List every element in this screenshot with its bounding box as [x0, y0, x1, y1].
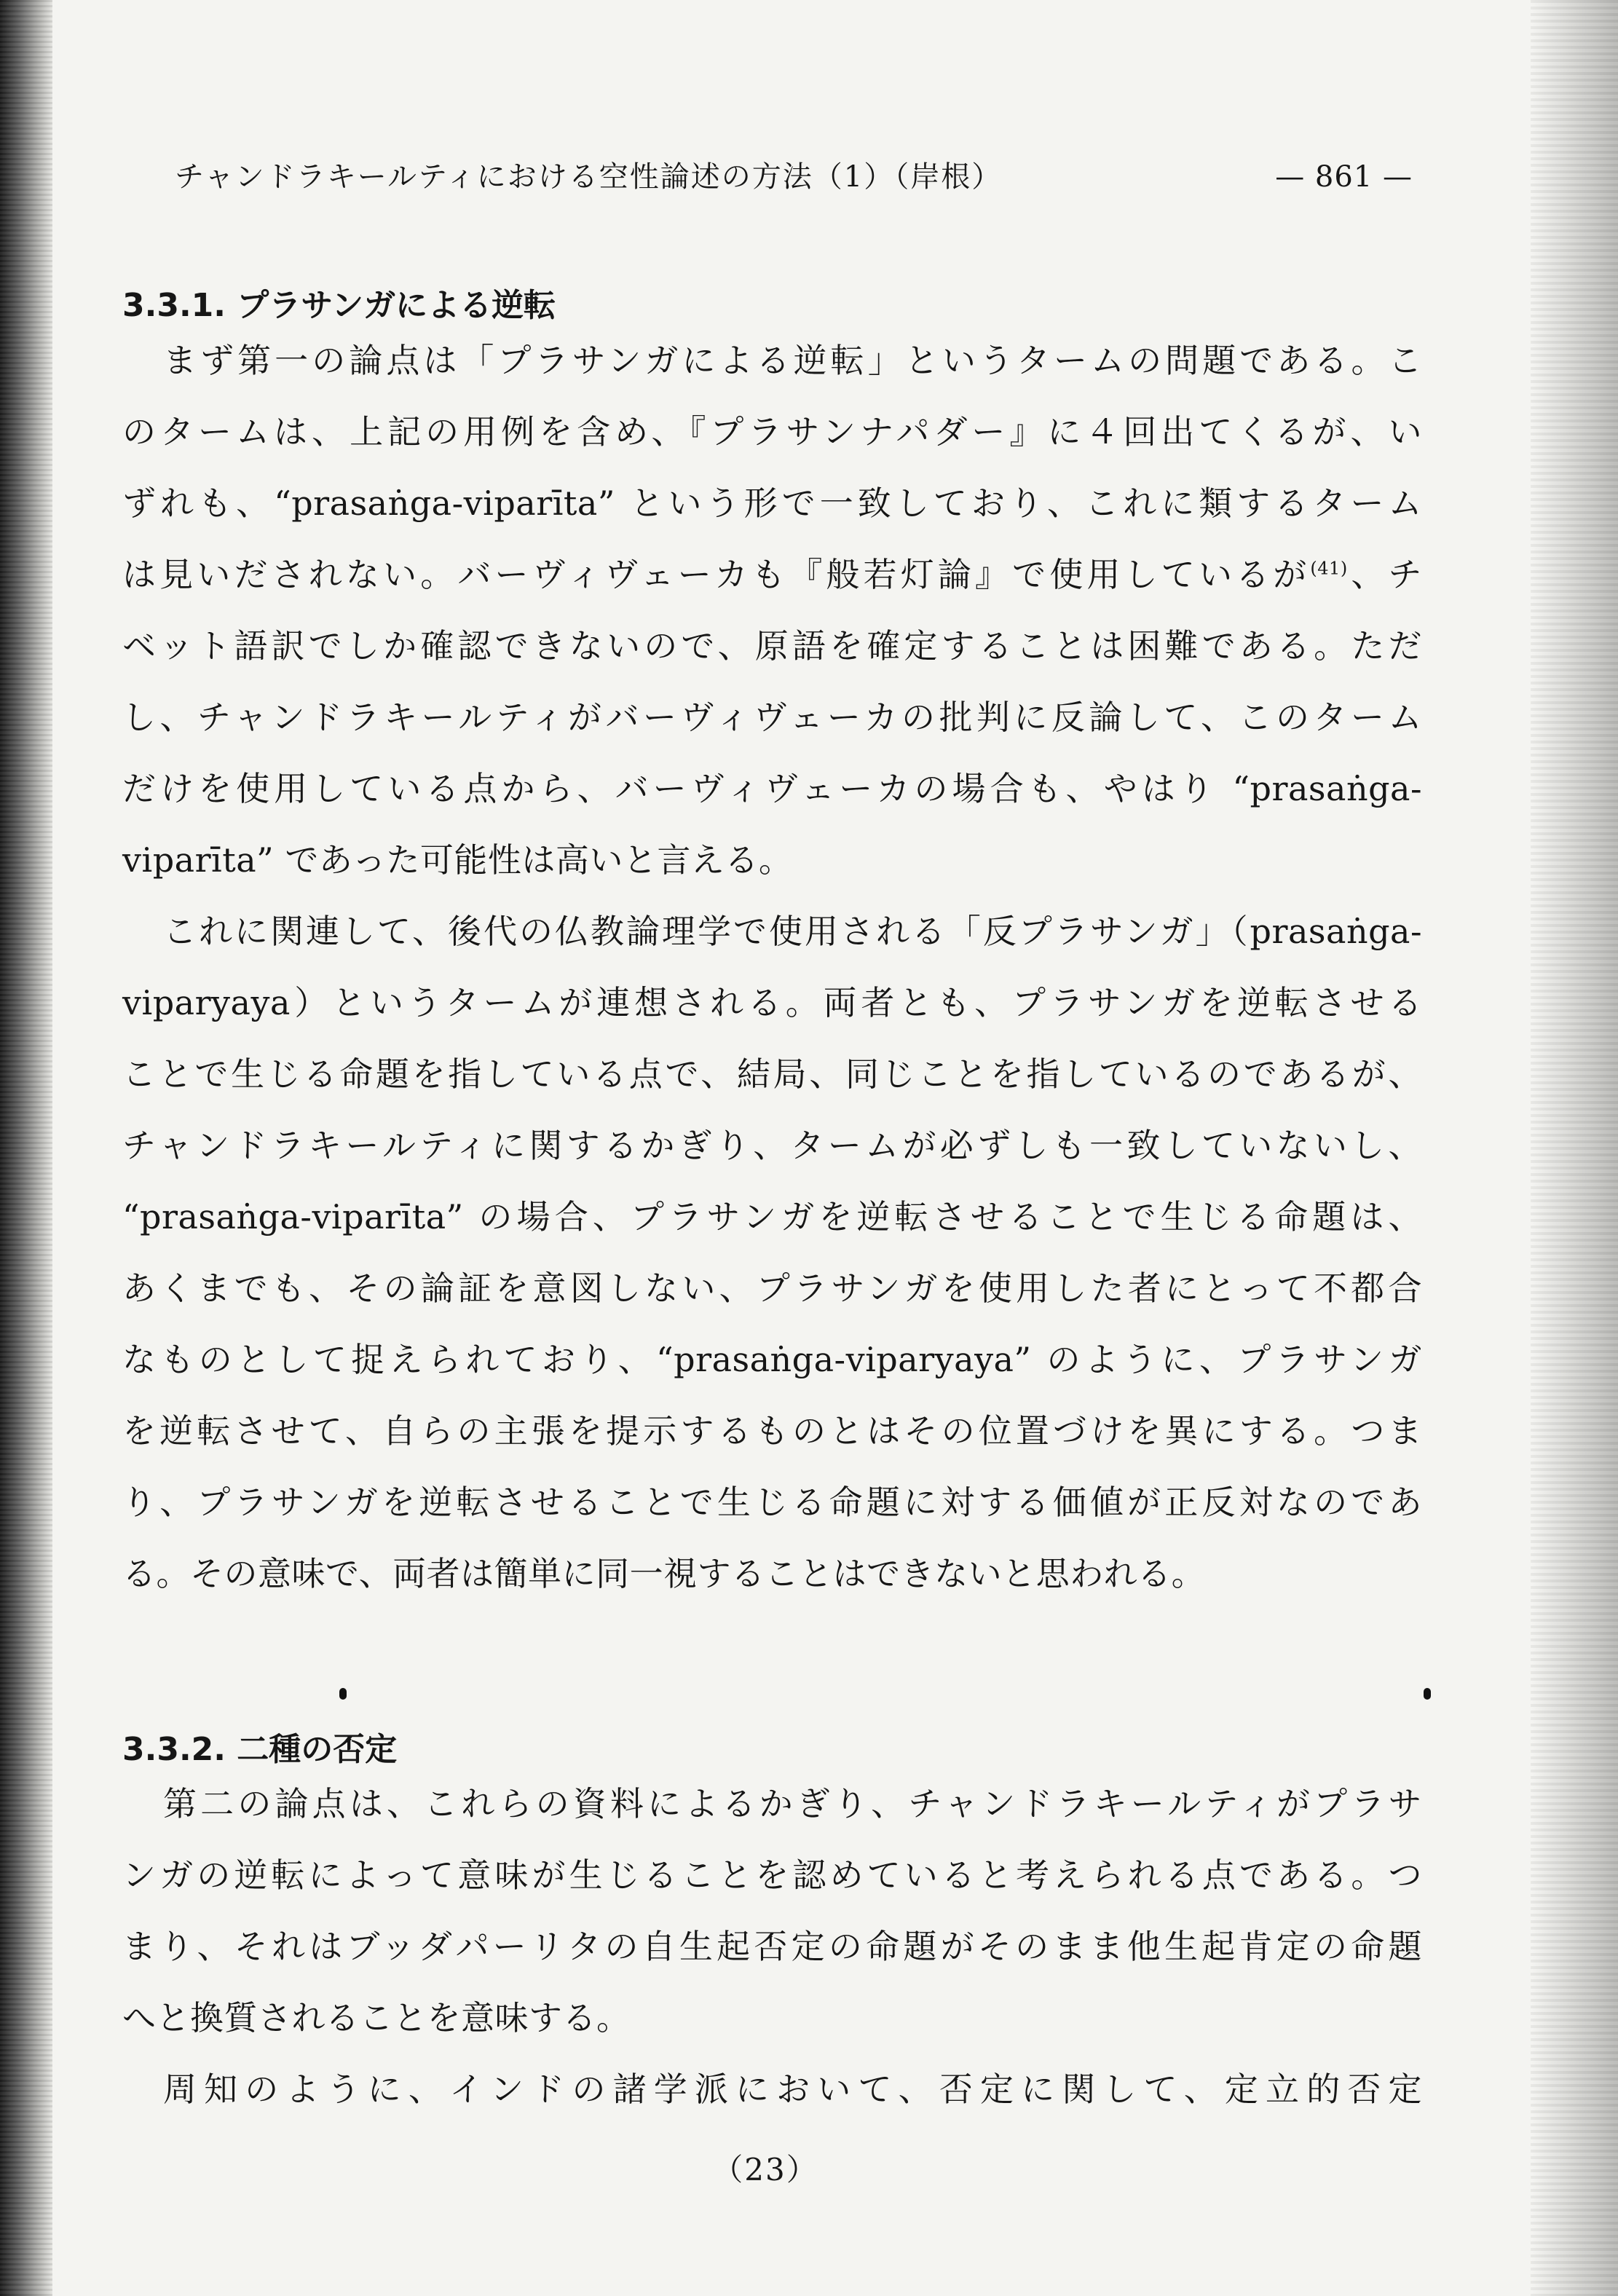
scan-edge-left: [0, 0, 52, 2296]
section-heading-3-3-1: [122, 280, 1422, 331]
scan-speck: [339, 1688, 347, 1700]
section-heading: 3.3.1. プラサンガによる逆転: [122, 287, 556, 324]
text-line: viparyaya）というタームが連想される。両者とも、プラサンガを逆転させる: [122, 983, 1422, 1022]
section-body-3-3-1: [122, 325, 1422, 1609]
scan-speck: [1424, 1688, 1431, 1700]
text-line: だけを使用している点から、バーヴィヴェーカの場合も、やはり “prasaṅga-: [122, 769, 1422, 808]
section-heading: 3.3.2. 二種の否定: [122, 1731, 398, 1768]
running-title: チャンドラキールティにおける空性論述の方法（1）（岸根）: [175, 160, 1003, 194]
text-line: ンガの逆転によって意味が生じることを認めていると考えられる点である。つ: [122, 1855, 1422, 1895]
text-line: あくまでも、その論証を意図しない、プラサンガを使用した者にとって不都合: [122, 1269, 1422, 1308]
text-line: ベット語訳でしか確認できないので、原語を確定することは困難である。ただ: [122, 626, 1422, 666]
scan-edge-right: [1531, 0, 1618, 2296]
paragraph: [122, 896, 1422, 1609]
footnote-marker: (41): [1310, 558, 1348, 579]
text-line: 第二の論点は、これらの資料によるかぎり、チャンドラキールティがプラサ: [163, 1784, 1422, 1823]
text-line: し、チャンドラキールティがバーヴィヴェーカの批判に反論して、このターム: [122, 698, 1422, 737]
text-line: まり、それはブッダパーリタの自生起否定の命題がそのまま他生起肯定の命題: [122, 1927, 1422, 1966]
text-line: viparīta” であった可能性は高いと言える。: [122, 840, 793, 880]
text-line: なものとして捉えられており、“prasaṅga-viparyaya” のように、プラサンガ: [122, 1340, 1422, 1379]
text-line: ずれも、“prasaṅga-viparīta” という形で一致しており、これに類するターム: [122, 484, 1422, 523]
footer-page-label: （23）: [712, 2152, 818, 2187]
text-line: る。その意味で、両者は簡単に同一視することはできないと思われる。: [122, 1554, 1206, 1593]
paragraph: [122, 2054, 1422, 2125]
text-line: ことで生じる命題を指している点で、結局、同じことを指しているのであるが、: [122, 1054, 1422, 1094]
section-body-3-3-2: [122, 1768, 1422, 2125]
text-line: これに関連して、後代の仏教論理学で使用される「反プラサンガ」（prasaṅga-: [163, 912, 1422, 951]
text-line: 周知のように、インドの諸学派において、否定に関して、定立的否定: [163, 2070, 1422, 2109]
text-line: “prasaṅga-viparīta” の場合、プラサンガを逆転させることで生じる命題は、: [122, 1197, 1422, 1236]
paragraph: [122, 325, 1422, 896]
running-header: [175, 151, 1413, 202]
text-line-tail: 、チ: [1347, 555, 1422, 594]
paragraph: [122, 1768, 1422, 2054]
text-line: のタームは、上記の用例を含め、『プラサンナパダー』に４回出てくるが、い: [122, 412, 1422, 451]
text-line: チャンドラキールティに関するかぎり、タームが必ずしも一致していないし、: [122, 1126, 1422, 1165]
text-line-with-footnote: [122, 539, 1422, 610]
text-line-main: は見いだされない。バーヴィヴェーカも『般若灯論』で使用しているが: [122, 555, 1311, 594]
text-line: を逆転させて、自らの主張を提示するものとはその位置づけを異にする。つま: [122, 1411, 1422, 1451]
page-number: — 861 —: [1275, 160, 1413, 194]
text-line: り、プラサンガを逆転させることで生じる命題に対する価値が正反対なのであ: [122, 1483, 1422, 1522]
text-line: へと換質されることを意味する。: [122, 1998, 631, 2037]
text-line: まず第一の論点は「プラサンガによる逆転」というタームの問題である。こ: [163, 341, 1422, 380]
